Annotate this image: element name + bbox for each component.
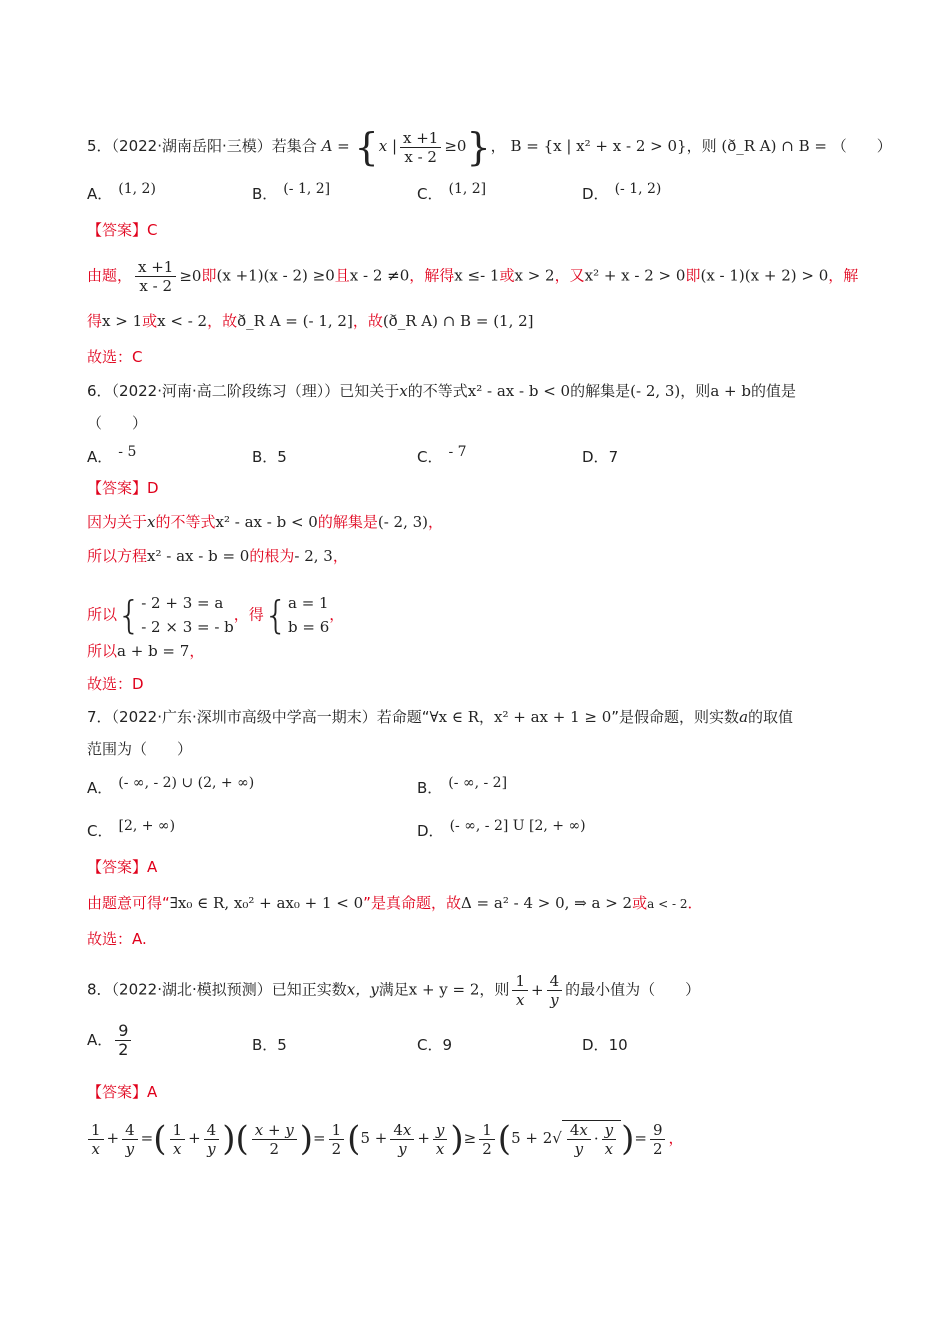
q6-solution-line-3: 所以{ - 2 + 3 = a - 2 × 3 = - b ，得{ a = 1 b = 6 ， — [87, 593, 345, 637]
q7-answer: 【答案】A — [87, 858, 158, 876]
q6-option-d[interactable]: D．7 — [582, 448, 619, 466]
q6-final: 故选：D — [87, 675, 144, 693]
q6-option-b[interactable]: B．5 — [252, 448, 287, 466]
q7-option-d[interactable]: D． (- ∞, - 2] U [2, + ∞) — [417, 818, 586, 840]
q5-solution-line-1: 由题， $\frac{x +1}{x - 2}$ ≥0即(x +1)(x - 2) ≥0且x - 2 ≠0，解得x ≤- 1或x > 2，又x² + x - 2 > 0即(x - 1)(x + 2) > 0，解 — [87, 258, 859, 295]
q8-number: 8． — [87, 980, 112, 999]
q6-answer: 【答案】D — [87, 479, 159, 497]
q8-solution: $\frac{1}{x}$ + $\frac{4}{y}$ =( $\frac{1}{x}$ + $\frac{4}{y}$ )( $\frac{x + y}{2}$ )= $\frac{1}{2}$ (5 + $\frac{4x}{y}$ + $\frac{y}{x}$ )≥ $\frac{1}{2}$ (5 + 2√ $\frac{4x}{y}$ · $\frac{y}{x}$ )= $\frac{9}{2}$ ， — [85, 1120, 684, 1158]
q6-number: 6． — [87, 382, 112, 400]
q5-expr: (ð_R A) ∩ B = — [721, 137, 827, 155]
q7-number: 7． — [87, 708, 112, 726]
q7-option-b[interactable]: B． (- ∞, - 2] — [417, 775, 508, 797]
q6-solution-line-1: 因为关于x的不等式x² - ax - b < 0的解集是(- 2, 3)， — [87, 513, 444, 531]
q7-source: （2022·广东·深圳市高级中学高一期末） — [111, 708, 377, 726]
q6-option-a[interactable]: A． - 5 — [87, 444, 137, 466]
q5-solution-line-2: 得x > 1或x < - 2，故ð_R A = (- 1, 2]，故(ð_R A) ∩ B = (1, 2] — [87, 312, 534, 330]
q5-final: 故选：C — [87, 348, 143, 366]
q5-option-c[interactable]: C． (1, 2] — [417, 181, 487, 203]
q5-option-b[interactable]: B． (- 1, 2] — [252, 181, 331, 203]
q8-option-c[interactable]: C．9 — [417, 1036, 453, 1054]
q5-option-d[interactable]: D． (- 1, 2) — [582, 181, 662, 203]
q8-option-d[interactable]: D．10 — [582, 1036, 628, 1054]
q6-stem: 6．（2022·河南·高二阶段练习（理））已知关于x的不等式x² - ax - b < 0的解集是(- 2, 3)，则a + b的值是 — [87, 382, 796, 400]
q7-option-a[interactable]: A． (- ∞, - 2) ∪ (2, + ∞) — [87, 775, 255, 797]
q8-option-b[interactable]: B．5 — [252, 1036, 287, 1054]
q7-stem-2: 范围为（ ） — [87, 740, 193, 758]
q8-source: （2022·湖北·模拟预测） — [111, 980, 272, 999]
q5-set-a: A = {x | $\frac{x +1}{x - 2}$ ≥0} — [321, 125, 491, 169]
q8-stem: 8．（2022·湖北·模拟预测）已知正实数x，y满足x + y = 2，则 $\frac{1}{x}$ + $\frac{4}{y}$ 的最小值为（ ） — [87, 972, 701, 1009]
q7-stem: 7．（2022·广东·深圳市高级中学高一期末）若命题“∀x ∈ R，x² + ax + 1 ≥ 0”是假命题，则实数a的取值 — [87, 708, 794, 726]
q5-answer: 【答案】C — [87, 221, 158, 239]
q5-source: （2022·湖南岳阳·三模） — [111, 137, 272, 155]
q5-set-b: B = {x | x² + x - 2 > 0} — [510, 137, 687, 155]
q5-option-a[interactable]: A． (1, 2) — [87, 181, 156, 203]
q7-final: 故选：A. — [87, 930, 147, 948]
q8-option-a[interactable]: A． $\frac{9}{2}$ — [87, 1022, 134, 1059]
q7-solution: 由题意可得“∃x₀ ∈ R, x₀² + ax₀ + 1 < 0”是真命题，故Δ = a² - 4 > 0, ⇒ a > 2或a < - 2． — [87, 894, 703, 912]
q6-solution-line-4: 所以a + b = 7， — [87, 642, 205, 660]
q5-blank: （ ） — [831, 137, 892, 155]
q6-option-c[interactable]: C． - 7 — [417, 444, 467, 466]
q5-number: 5． — [87, 137, 112, 155]
q8-answer: 【答案】A — [87, 1083, 158, 1101]
q6-source: （2022·河南·高二阶段练习（理）） — [111, 382, 340, 400]
q6-solution-line-2: 所以方程x² - ax - b = 0的根为- 2, 3， — [87, 547, 348, 565]
q7-option-c[interactable]: C． [2, + ∞) — [87, 818, 176, 840]
q5-stem: 5．（2022·湖南岳阳·三模）若集合 A = {x | $\frac{x +1}{x - 2}$ ≥0}， B = {x | x² + x - 2 > 0}，则 (ð_R A) ∩ B = （ ） — [87, 125, 892, 169]
q6-blank: （ ） — [87, 414, 148, 432]
